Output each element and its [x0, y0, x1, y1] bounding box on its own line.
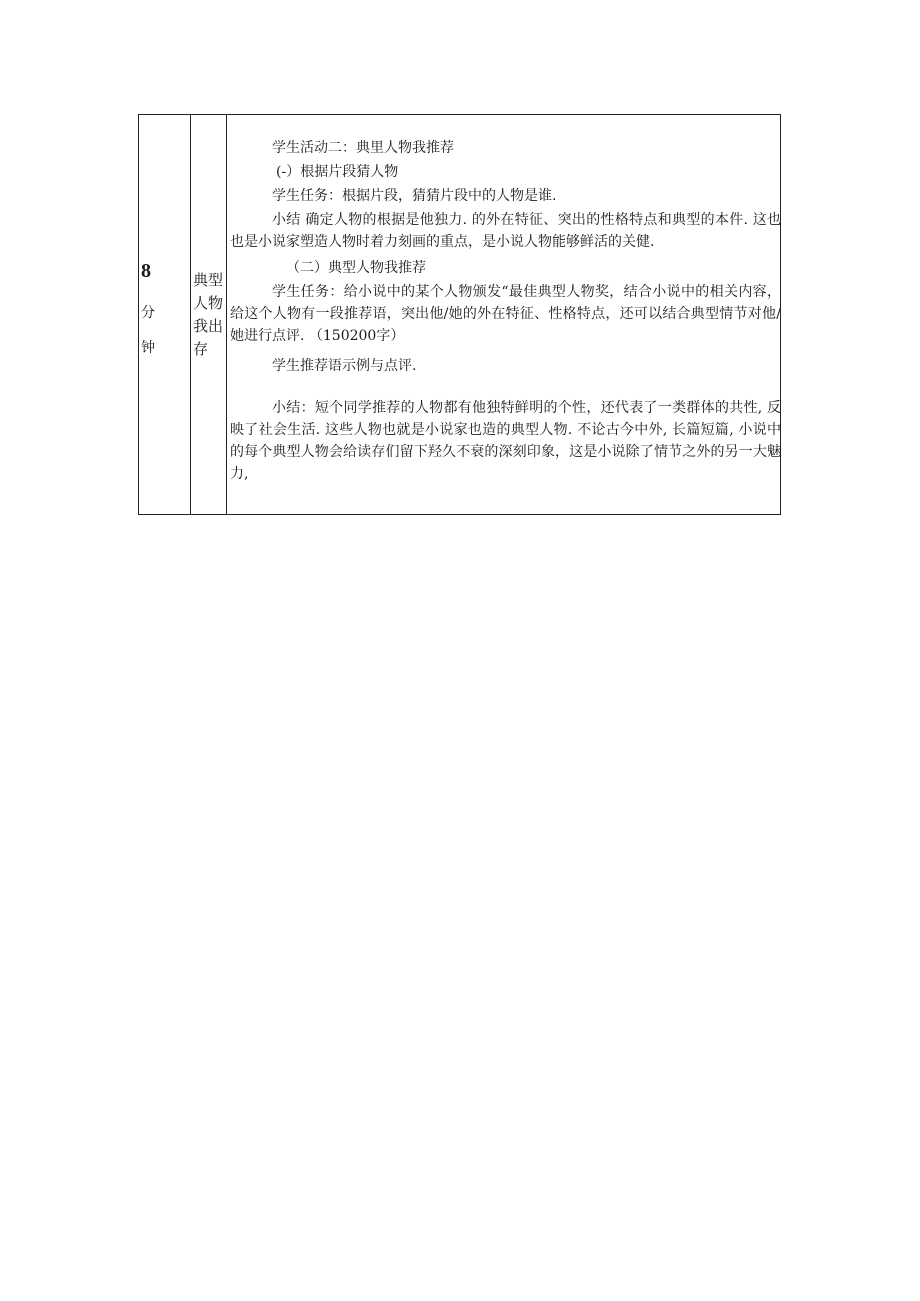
activity-title: 学生活动二：典里人物我推荐: [272, 140, 454, 156]
time-unit-zhong: 钟: [141, 340, 155, 356]
summary2-text: 小结：短个同学推荐的人物都有他独特鲜明的个性，还代表了一类群体的共性, 反映了社会生活. 这些人物也就是小说家也造的典型人物. 不论古今中外, 长篇短篇, 小说中的每个典型人物会给读存们留下羟久不衰的深刻印象，这是小说除了情节之外的另一大魅力,: [230, 400, 781, 482]
example-text: 学生推荐语示例与点评.: [272, 358, 417, 374]
content-cell: [227, 115, 780, 514]
section2-title: （二）典型人物我推荐: [286, 260, 426, 276]
time-cell: [139, 115, 191, 514]
summary1-text: 小结 确定人物的根据是他独力. 的外在特征、突出的性格特点和典型的本件. 这也也是小说家塑造人物时着力刻画的重点，是小说人物能够鲜活的关健.: [230, 212, 781, 250]
phase-cell: [191, 115, 227, 514]
time-number: 8: [141, 260, 151, 282]
phase-label: 典型人物我出存: [193, 271, 224, 358]
task2-text: 学生任务：给小说中的某个人物颁发“最佳典型人物奖，结合小说中的相关内容，给这个人物有一段推荐语，突出他/她的外在特征、性格特点，还可以结合典型情节对他/她进行点评. （150200字）: [230, 284, 781, 344]
lesson-plan-table: [138, 114, 781, 515]
task1-text: 学生任务：根据片段，猜猜片段中的人物是谁.: [272, 188, 557, 204]
time-unit-fen: 分: [141, 305, 155, 321]
section1-title: (-）根据片段猜人物: [276, 164, 399, 180]
